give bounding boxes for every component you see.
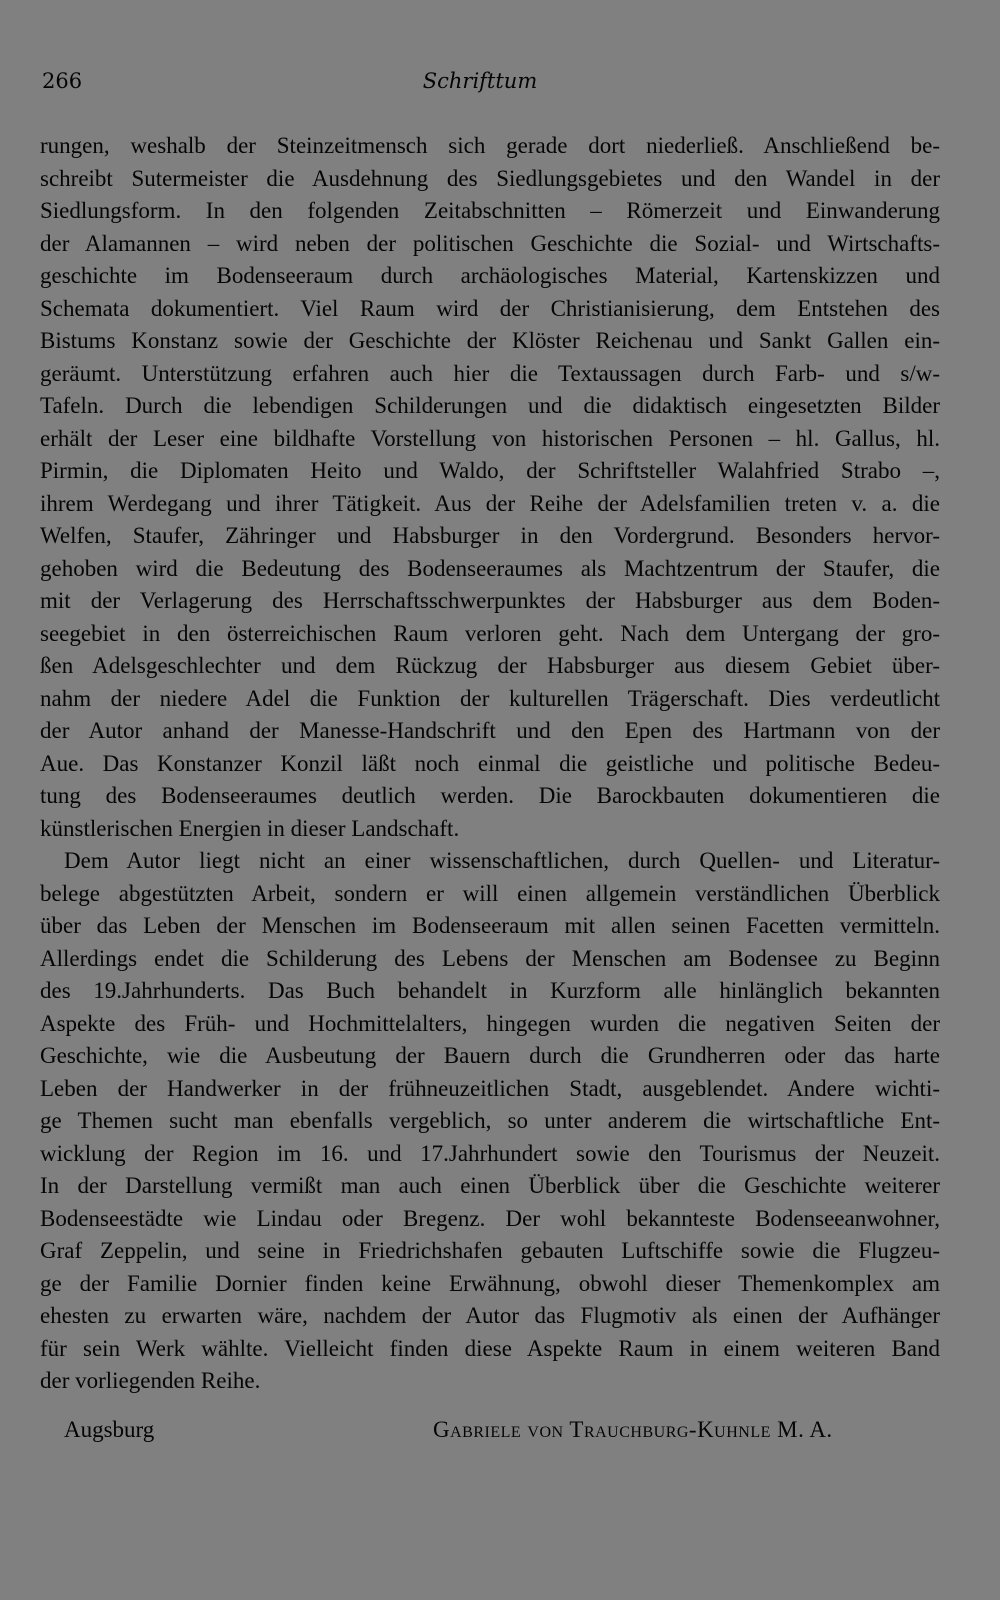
running-title: Schrifttum xyxy=(422,69,538,93)
signature-place: Augsburg xyxy=(64,1417,155,1442)
text-line: Pirmin, die Diplomaten Heito und Waldo, der Schriftsteller Walahfried Strabo –, xyxy=(40,458,940,483)
paragraph xyxy=(40,130,940,845)
text-line: ihrem Werdegang und ihrer Tätigkeit. Aus der Reihe der Adelsfamilien treten v. a. die xyxy=(40,490,940,516)
text-line: geräumt. Unterstützung erfahren auch hier die Textaussagen durch Farb- und s/w- xyxy=(40,360,940,386)
text-line: der Alamannen – wird neben der politischen Geschichte die Sozial- und Wirtschafts- xyxy=(40,230,940,256)
text-line: Bistums Konstanz sowie der Geschichte der Klöster Reichenau und Sankt Gallen ein- xyxy=(40,328,940,353)
text-line: der Autor anhand der Manesse-Handschrift und den Epen des Hartmann von der xyxy=(40,718,940,743)
text-line: Aspekte des Früh- und Hochmittelalters, hingegen wurden die negativen Seiten der xyxy=(40,1010,940,1036)
text-line: Bodenseestädte wie Lindau oder Bregenz. Der wohl bekannteste Bodenseeanwohner, xyxy=(40,1205,940,1231)
text-line: tung des Bodenseeraumes deutlich werden. Die Barockbauten dokumentieren die xyxy=(40,783,940,808)
text-line: gehoben wird die Bedeutung des Bodenseeraumes als Machtzentrum der Staufer, die xyxy=(40,555,940,581)
text-line: für sein Werk wählte. Vielleicht finden diese Aspekte Raum in einem weiteren Band xyxy=(40,1335,940,1361)
text-line: Dem Autor liegt nicht an einer wissenschaftlichen, durch Quellen- und Literatur- xyxy=(64,848,940,873)
text-line: geschichte im Bodenseeraum durch archäologisches Material, Kartenskizzen und xyxy=(40,263,940,288)
text-line: rungen, weshalb der Steinzeitmensch sich gerade dort niederließ. Anschließend be- xyxy=(40,133,940,158)
text-line: In der Darstellung vermißt man auch einen Überblick über die Geschichte weiterer xyxy=(40,1173,940,1198)
text-line: Siedlungsform. In den folgenden Zeitabschnitten – Römerzeit und Einwanderung xyxy=(40,198,940,223)
text-line: Welfen, Staufer, Zähringer und Habsburger in den Vordergrund. Besonders hervor- xyxy=(40,523,940,548)
text-line: Schemata dokumentiert. Viel Raum wird der Christianisierung, dem Entstehen des xyxy=(40,295,940,321)
text-line: Allerdings endet die Schilderung des Lebens der Menschen am Bodensee zu Beginn xyxy=(40,945,940,971)
text-line: des 19.Jahrhunderts. Das Buch behandelt in Kurzform alle hinlänglich bekannten xyxy=(40,978,940,1003)
signature-author: Gabriele von Trauchburg-Kuhnle M. A. xyxy=(433,1417,833,1442)
text-line: belege abgestützten Arbeit, sondern er will einen allgemein verständlichen Überblick xyxy=(40,880,940,906)
text-line: der vorliegenden Reihe. xyxy=(40,1368,261,1393)
text-line: wicklung der Region im 16. und 17.Jahrhundert sowie den Tourismus der Neuzeit. xyxy=(40,1140,940,1166)
text-line: ehesten zu erwarten wäre, nachdem der Autor das Flugmotiv als einen der Aufhänger xyxy=(40,1303,940,1328)
text-line: nahm der niedere Adel die Funktion der kulturellen Trägerschaft. Dies verdeutlicht xyxy=(40,685,940,711)
text-line: über das Leben der Menschen im Bodenseeraum mit allen seinen Facetten vermitteln. xyxy=(40,913,940,938)
paragraph xyxy=(40,845,940,1398)
text-line: schreibt Sutermeister die Ausdehnung des Siedlungsgebietes und den Wandel in der xyxy=(40,165,940,191)
text-line: ßen Adelsgeschlechter und dem Rückzug der Habsburger aus diesem Gebiet über- xyxy=(40,653,940,678)
text-line: seegebiet in den österreichischen Raum verloren geht. Nach dem Untergang der gro- xyxy=(40,620,940,646)
text-line: Geschichte, wie die Ausbeutung der Bauern durch die Grundherren oder das harte xyxy=(40,1043,940,1068)
page-number: 266 xyxy=(42,69,83,93)
text-line: ge Themen sucht man ebenfalls vergeblich, so unter anderem die wirtschaftliche Ent- xyxy=(40,1108,940,1133)
text-line: Leben der Handwerker in der frühneuzeitlichen Stadt, ausgeblendet. Andere wichti- xyxy=(40,1075,940,1101)
text-line: Graf Zeppelin, und seine in Friedrichshafen gebauten Luftschiffe sowie die Flugzeu- xyxy=(40,1238,940,1263)
text-line: künstlerischen Energien in dieser Landschaft. xyxy=(40,815,460,841)
body-text xyxy=(40,130,940,1398)
text-line: Tafeln. Durch die lebendigen Schilderungen und die didaktisch eingesetzten Bilder xyxy=(40,393,940,418)
text-line: mit der Verlagerung des Herrschaftsschwerpunktes der Habsburger aus dem Boden- xyxy=(40,588,940,613)
page-header xyxy=(40,66,920,96)
text-line: Aue. Das Konstanzer Konzil läßt noch einmal die geistliche und politische Bedeu- xyxy=(40,750,940,776)
review-signature xyxy=(40,1414,920,1446)
text-line: ge der Familie Dornier finden keine Erwähnung, obwohl dieser Themenkomplex am xyxy=(40,1270,940,1296)
text-line: erhält der Leser eine bildhafte Vorstellung von historischen Personen – hl. Gallus, hl. xyxy=(40,425,940,451)
